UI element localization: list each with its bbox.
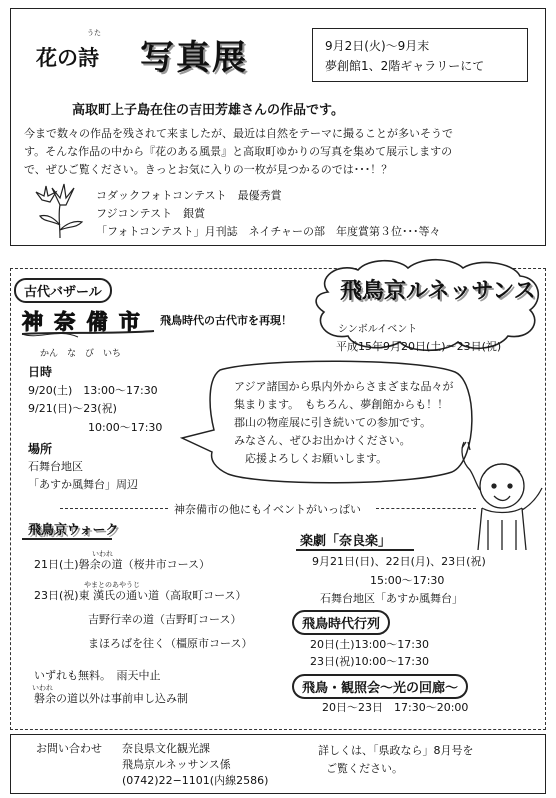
divider-left [60,508,168,509]
award-3: 「フォトコンテスト」月刊誌 ネイチャーの部 年度賞第３位･･･等々 [96,225,441,238]
place-1: 石舞台地区 [28,460,83,473]
kanshokai-time: 20日〜23日 17:30〜20:00 [322,701,469,714]
walk-note-2: 磐余の道以外は事前申し込み制 [34,692,188,705]
flower-icon [30,180,90,240]
walk-item-3: 吉野行幸の道（吉野町コース） [88,613,242,626]
kanbi-description: 飛鳥時代の古代市を再現！ [160,314,292,327]
bubble-line-3: 郡山の物産展に引き続いての参加です。 [234,416,432,429]
award-1: コダックフォトコンテスト 最優秀賞 [96,189,282,202]
kodai-bazaar-label: 古代バザール [14,278,112,303]
naraku-title: 楽劇「奈良楽」 [300,534,392,549]
waving-child-illustration [452,440,548,550]
title-hana-no-uta: 花の詩 [36,45,99,70]
award-2: フジコンテスト 銀賞 [96,207,206,220]
gyoretsu-title: 飛鳥時代行列 [292,610,390,635]
body-line-1: 今まで数々の作品を残されて来ましたが、最近は自然をテーマに撮ることが多いそうで [24,127,453,140]
date-2: 9/21(日)〜23(祝) [28,402,117,415]
bubble-line-4: みなさん、ぜひお出かけください。 [234,434,411,447]
schedule-box [312,28,528,82]
body-line-3: で、ぜひご覧ください。きっとお気に入りの一枚が見つかるのでは･･･！？ [24,163,393,176]
date-3: 10:00〜17:30 [88,421,163,434]
kanshokai-title: 飛鳥・観照会〜光の回廊〜 [292,674,468,699]
exhibition-subtitle: 高取町上子島在住の吉田芳雄さんの作品です。 [72,103,344,118]
walk-item-4: まほろばを往く（橿原市コース） [88,637,253,650]
schedule-line2: 夢創館1、2階ギャラリーにて [325,59,485,73]
contact-label: お問い合わせ [36,742,102,755]
title-photo-exhibition: 写真展 [140,38,248,78]
kanbi-ruby: かん な び いち [40,349,122,359]
bubble-line-5: 応援よろしくお願いします。 [234,452,388,465]
basho-label: 場所 [28,442,53,456]
walk-ruby-yamato: やまとのあやうじ [84,581,140,589]
naraku-time: 15:00〜17:30 [370,574,445,587]
walk-item-1: 21日(土)磐余の道（桜井市コース） [34,558,211,571]
walk-title: 飛鳥京ウォーク [28,519,118,538]
walk-ruby-iware-2: いわれ [32,684,53,692]
body-line-2: す。そんな作品の中から『花のある風景』と高取町ゆかりの写真を集めて展示しますの [24,145,453,158]
place-2: 「あすか風舞台」周辺 [28,478,138,491]
contact-org-1: 奈良県文化観光課 [122,742,210,755]
kanbi-title [18,306,158,336]
symbol-event: シンボルイベント [338,324,418,335]
symbol-dates: 平成15年9月20日(土)〜23日(祝) [336,340,502,353]
gyoretsu-line-1: 20日(土)13:00〜17:30 [310,638,429,651]
naraku-place: 石舞台地区「あすか風舞台」 [320,592,463,605]
divider-right [376,508,476,509]
nichiji-label: 日時 [28,365,53,379]
walk-ruby-iware: いわれ [92,550,113,558]
date-1: 9/20(土) 13:00〜17:30 [28,384,158,397]
kanbi-title-text: 神 奈 備 市 [22,310,142,334]
contact-phone: (0742)22−1101(内線2586) [122,774,269,787]
walk-note-1: いずれも無料。 雨天中止 [34,669,161,682]
schedule-line1: 9月2日(火)〜9月末 [325,39,430,53]
naraku-underline [296,549,414,551]
walk-title-underline [22,538,112,540]
divider-text: 神奈備市の他にもイベントがいっぱい [174,503,361,516]
gyoretsu-line-2: 23日(祝)10:00〜17:30 [310,655,429,668]
naraku-dates: 9月21日(日)、22日(月)、23日(祝) [312,555,486,568]
title-uta-ruby: うた [87,29,101,37]
renaissance-title: 飛鳥京ルネッサンス [340,279,536,304]
contact-org-2: 飛鳥京ルネッサンス係 [122,758,231,771]
contact-more-1: 詳しくは、「県政なら」8月号を [318,744,474,757]
contact-more-2: ご覧ください。 [326,762,403,775]
bubble-line-1: アジア諸国から県内外からさまざまな品々が [234,380,454,393]
walk-item-2: 23日(祝)東 漢氏の通い道（高取町コース） [34,589,247,602]
bubble-line-2: 集まります。 もちろん、夢創館からも！！ [234,398,449,411]
